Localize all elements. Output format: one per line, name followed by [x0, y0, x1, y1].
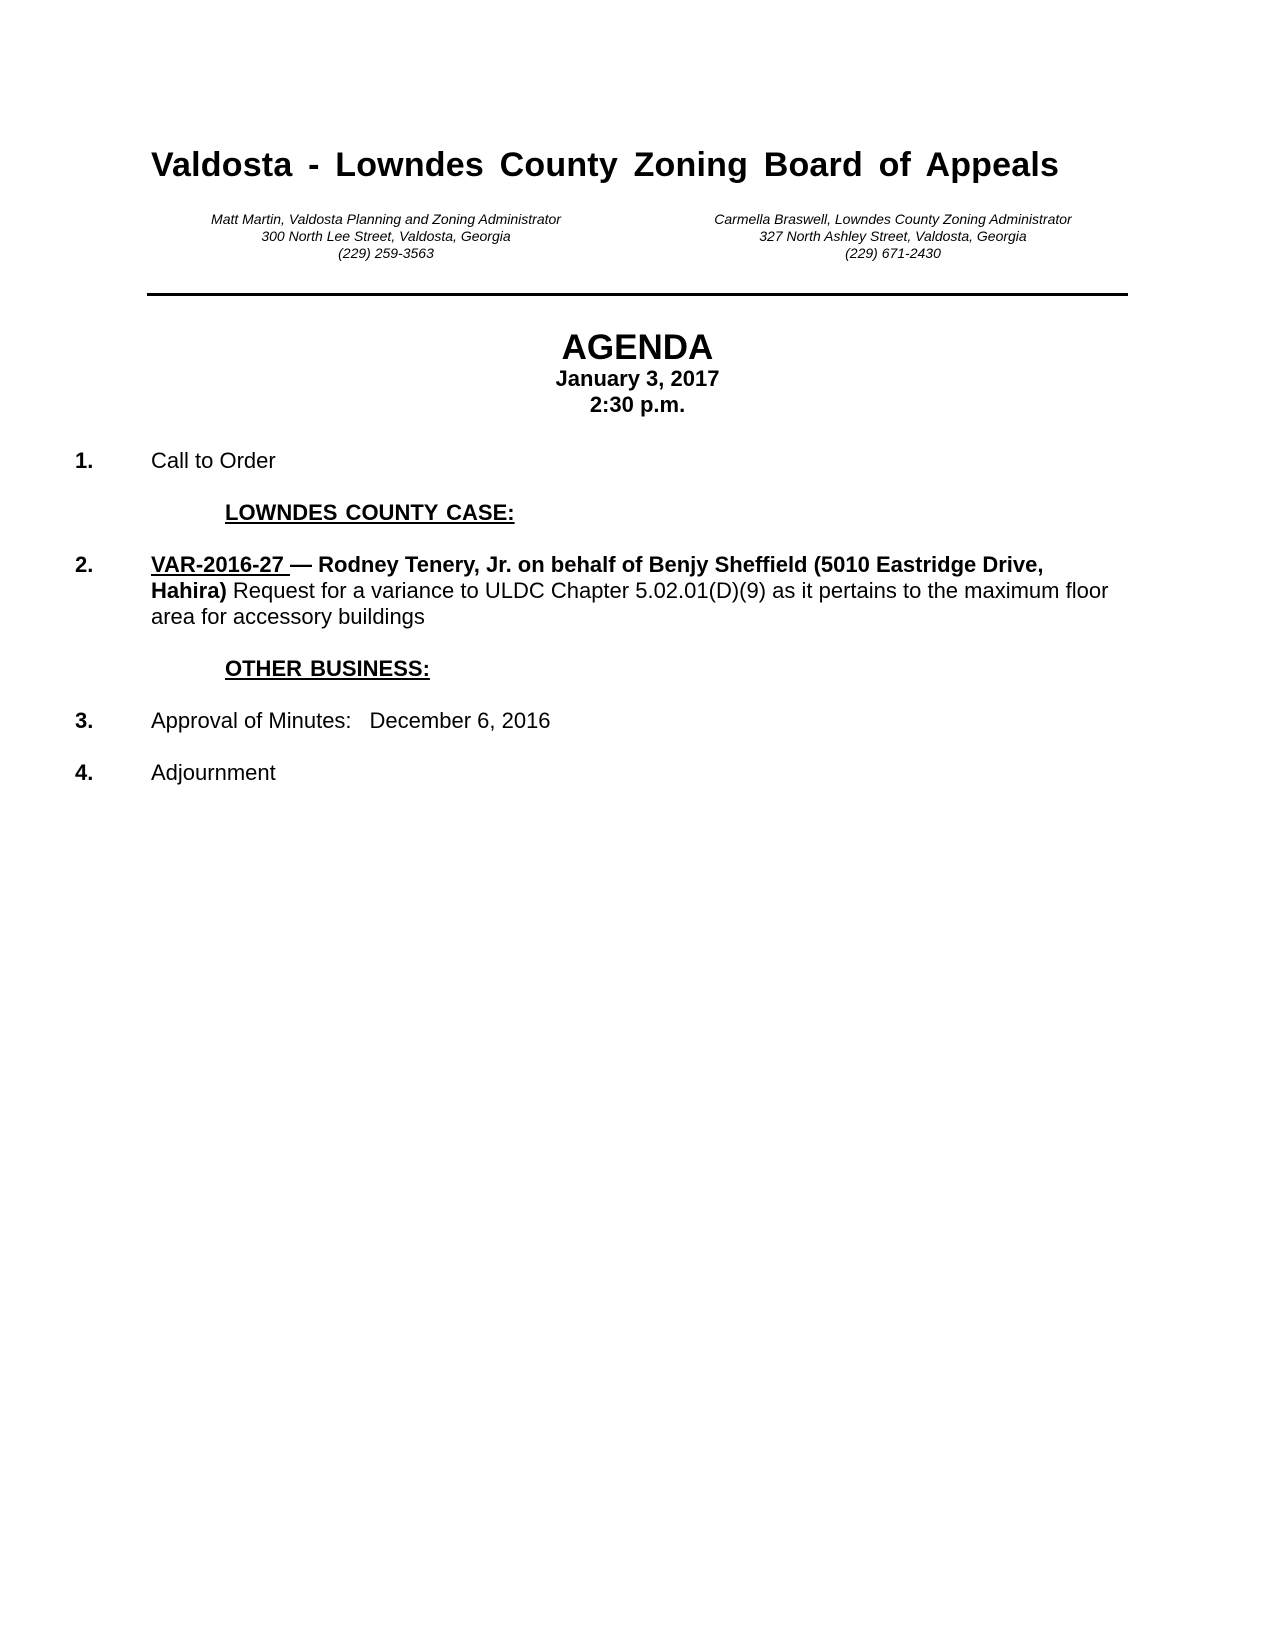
section-heading-county-case: LOWNDES COUNTY CASE:	[225, 500, 515, 525]
case-description: Request for a variance to ULDC Chapter 5.02.01(D)(9) as it pertains to the maximum floor area for accessory buildings	[151, 578, 1109, 629]
agenda-title: AGENDA	[561, 328, 714, 367]
valdosta-contact-phone: (229) 259-3563	[338, 245, 434, 261]
valdosta-contact	[196, 211, 576, 262]
item-number-1: 1.	[75, 448, 94, 473]
case-id: VAR-2016-27	[151, 552, 290, 577]
valdosta-contact-address: 300 North Lee Street, Valdosta, Georgia	[261, 228, 511, 244]
case-item	[151, 552, 1111, 630]
item-text-approval-of-minutes	[151, 708, 551, 734]
item-text-call-to-order: Call to Order	[151, 448, 276, 473]
valdosta-contact-name: Matt Martin, Valdosta Planning and Zoning Administrator	[211, 211, 561, 227]
minutes-date: December 6, 2016	[369, 708, 551, 733]
board-title: Valdosta - Lowndes County Zoning Board of Appeals	[151, 146, 1060, 184]
minutes-label: Approval of Minutes:	[151, 708, 352, 733]
lowndes-contact	[700, 211, 1086, 262]
header-divider	[147, 293, 1128, 296]
item-number-2: 2.	[75, 552, 94, 577]
agenda-time: 2:30 p.m.	[589, 392, 686, 417]
item-number-4: 4.	[75, 760, 94, 785]
item-text-adjournment: Adjournment	[151, 760, 276, 785]
lowndes-contact-phone: (229) 671-2430	[845, 245, 941, 261]
lowndes-contact-name: Carmella Braswell, Lowndes County Zoning Administrator	[714, 211, 1072, 227]
section-heading-other-business: OTHER BUSINESS:	[225, 656, 430, 681]
lowndes-contact-address: 327 North Ashley Street, Valdosta, Georgia	[759, 228, 1027, 244]
agenda-date: January 3, 2017	[555, 366, 720, 391]
item-number-3: 3.	[75, 708, 94, 733]
case-party: — Rodney Tenery, Jr. on behalf of Benjy Sheffield (5010 Eastridge Drive, Hahira)	[151, 552, 1044, 603]
